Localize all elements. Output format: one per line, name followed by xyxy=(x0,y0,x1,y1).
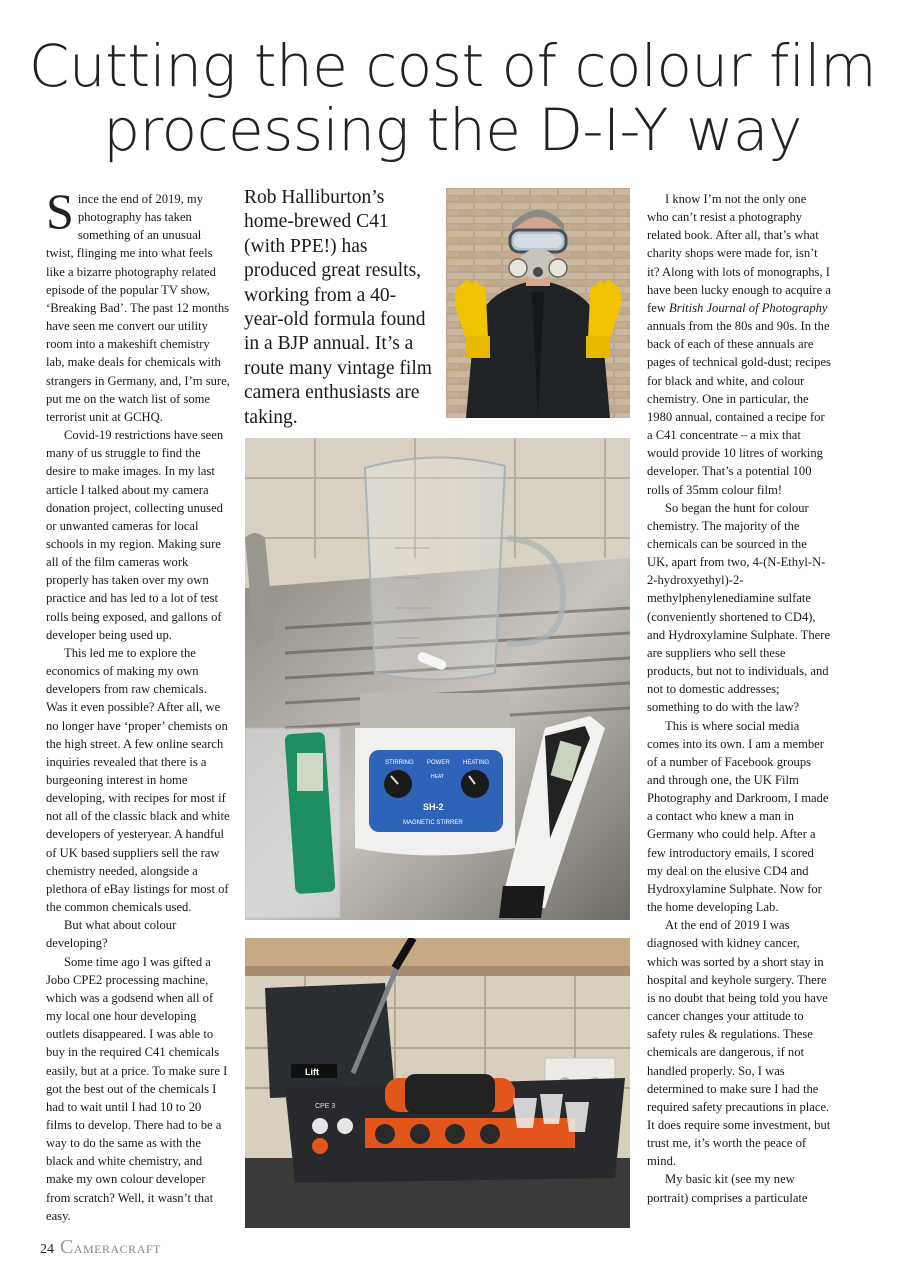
heating-label: HEATING xyxy=(463,760,490,766)
page-footer xyxy=(40,1236,161,1260)
magazine-logo: CAMERACRAFT xyxy=(60,1236,161,1258)
article-column-3 xyxy=(647,190,831,1207)
page-number: 24 xyxy=(40,1242,54,1257)
cpe-model-label: CPE 3 xyxy=(315,1103,336,1110)
paragraph: So began the hunt for colour chemistry. The majority of the chemicals can be sourced in the UK, apart from two, 4-(N-Ethyl-N-2-hydroxyethyl)-2-methylphenylenediamine sulfate (conveniently shortened to CD4), and Hydroxylamine Sulphate. There are suppliers who sell these products, but not to individuals, and not to domestic addresses; something to do with the law? xyxy=(647,500,831,715)
article-headline xyxy=(20,34,885,162)
paragraph: This led me to explore the economics of making my own developers from raw chemicals. Was it even possible? After all, we no longer have ‘proper’ chemists on the high street. A few online search inquiries revealed that there is a burgeoning interest in home developing, with recipes for most if not all of the classic black and white developers of yesteryear. A handful of UK based suppliers sell the raw chemistry needed, alongside a plethora of eBay listings for most of the common chemicals used. xyxy=(46,645,230,915)
magnetic-stirrer-photo xyxy=(245,438,630,920)
power-label: POWER xyxy=(427,760,450,766)
jobo-processor-photo xyxy=(245,938,630,1228)
headline-line-2: processing the D-I-Y way xyxy=(103,96,802,164)
article-column-1 xyxy=(46,183,230,1225)
stirring-label: STIRRING xyxy=(385,760,414,766)
stirrer-caption-label: MAGNETIC STIRRER xyxy=(403,820,463,826)
paragraph: But what about colour developing? xyxy=(46,918,177,951)
standfirst: Rob Halliburton’s home-brewed C41 (with PPE!) has produced great results, working from a 40-year-old formula found in a BJP annual. It’s a route many vintage film camera enthusiasts are taking. xyxy=(244,187,432,428)
paragraph: Covid-19 restrictions have seen many of us struggle to find the desire to make images. In my last article I talked about my camera donation project, collecting unused or unwanted cameras for local schools in my region. Making sure all of the film cameras work properly has taken over my own practice and has led to a lot of test rolls being exposed, and gallons of developer being used up. xyxy=(46,428,224,642)
publication-title: British Journal of Photography xyxy=(669,300,828,315)
paragraph: This is where social media comes into its own. I am a member of a number of Facebook groups and through one, the UK Film Photography and Darkroom, I made a contact who knew a man in Germany who could help. After a few introductory emails, I scored my deal on the elusive CD4 and Hydroxylamine Sulphate. Now for the home developing Lab. xyxy=(647,718,829,915)
heat-label: HEAT xyxy=(431,774,444,780)
paragraph: I know I’m not the only one who can’t resist a photography related book. After all, that’s what charity shops were made for, isn’t it? Along with lots of monographs, I have been lucky enough to acquire a few British Journal of Photography annuals from the 80s and 90s. In the back of each of these annuals are pages of technical gold-dust; recipes for black and white, and colour chemistry. One in particular, the 1980 annual, contained a recipe for a C41 concentrate – a mix that would provide 10 litres of working developer. That’s a potential 100 rolls of 35mm colour film! xyxy=(647,192,831,497)
paragraph-intro: Since the end of 2019, my photography has taken something of an unusual twist, flinging me into what feels like a bizarre photography related episode of the popular TV show, ‘Breaking Bad’. The past 12 months have seen me convert our utility room into a makeshift chemistry lab, make deals for chemicals with strangers in Germany, and, I’m sure, put me on the watch list of some terrorist unit at GCHQ. xyxy=(46,183,230,424)
portrait-photo xyxy=(446,188,630,418)
paragraph: My basic kit (see my new portrait) comprises a particulate xyxy=(647,1172,808,1205)
lift-label: Lift xyxy=(305,1067,319,1077)
headline-line-1: Cutting the cost of colour film xyxy=(28,32,877,100)
paragraph: Some time ago I was gifted a Jobo CPE2 processing machine, which was a godsend when all of my local one hour developing outlets disappeared. I was able to buy in the required C41 chemicals easily, but at a price. To make sure I got the best out of the chemicals I had to wait until I had 10 to 20 films to develop. There had to be a way to do the same as with the black and white chemistry, and make my own colour developer from scratch? Well, it wasn’t that easy. xyxy=(46,954,228,1223)
paragraph: At the end of 2019 I was diagnosed with kidney cancer, which was sorted by a short stay in hospital and keyhole surgery. There is no doubt that being told you have cancer changes your attitude to safety rules & regulations. These chemicals are dangerous, if not handled properly. So, I was determined to make sure I had the required safety precautions in place. It does require some investment, but trust me, it’s worth the peace of mind. xyxy=(647,918,831,1169)
drop-cap: S xyxy=(46,183,74,239)
stirrer-model-label: SH-2 xyxy=(423,802,444,812)
